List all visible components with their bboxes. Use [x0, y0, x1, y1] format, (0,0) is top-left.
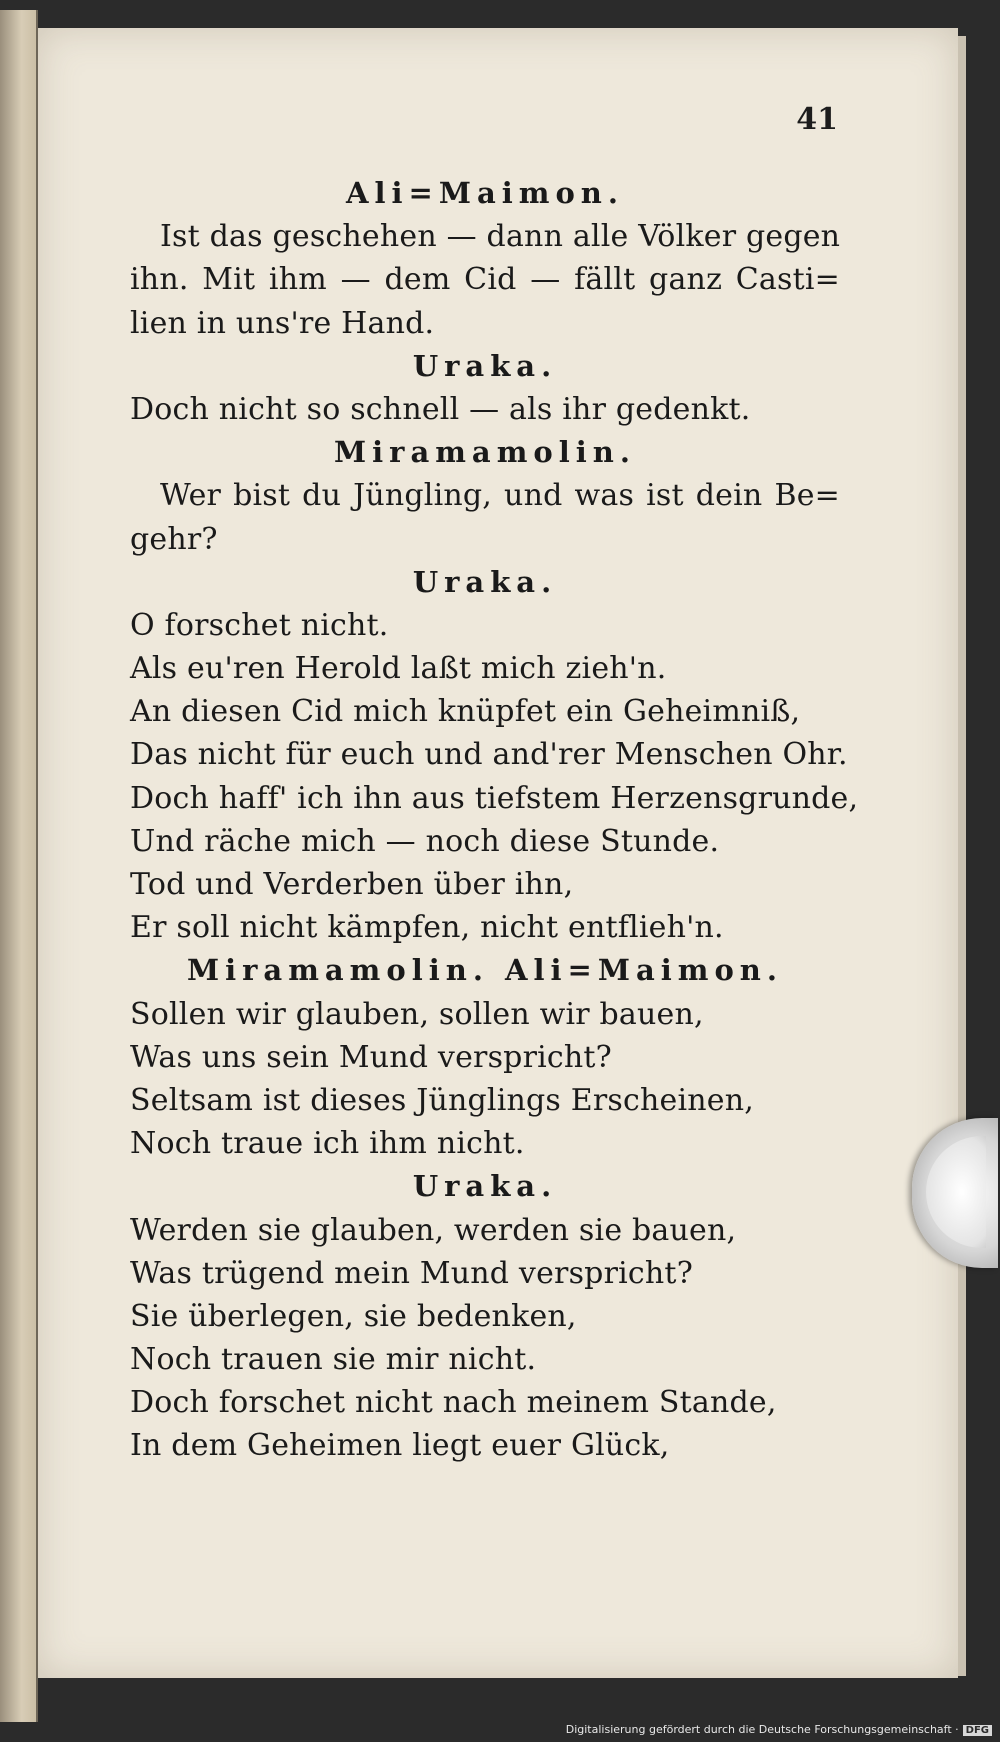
text-line: Seltsam ist dieses Jünglings Erscheinen,	[130, 1082, 754, 1118]
previous-page-edge	[0, 10, 38, 1722]
page-number: 41	[796, 102, 838, 137]
dfg-logo: DFG	[963, 1725, 992, 1736]
text-line: Als eu'ren Herold laßt mich zieh'n.	[130, 651, 667, 687]
text-line: Noch traue ich ihm nicht.	[130, 1126, 525, 1162]
speaker-heading: Ali=Maimon.	[346, 176, 624, 210]
text-line: Was uns sein Mund verspricht?	[130, 1039, 612, 1075]
text-line: Werden sie glauben, werden sie bauen,	[130, 1212, 737, 1248]
text-line: Doch nicht so schnell — als ihr gedenkt.	[130, 391, 751, 427]
text-line: O forschet nicht.	[130, 607, 389, 643]
digitization-credit	[566, 1723, 992, 1736]
credit-text: Digitalisierung gefördert durch die Deutsche Forschungsgemeinschaft ·	[565, 1723, 959, 1736]
page-text	[130, 172, 859, 1468]
speaker-heading: Miramamolin.	[334, 435, 636, 470]
text-line: Ist das geschehen — dann alle Völker gegen	[160, 219, 841, 255]
text-line: Sollen wir glauben, sollen wir bauen,	[130, 996, 704, 1032]
text-line: gehr?	[130, 521, 218, 557]
speaker-heading: Miramamolin. Ali=Maimon.	[187, 953, 783, 988]
text-line: Was trügend mein Mund verspricht?	[130, 1255, 693, 1291]
text-line: Doch haff' ich ihn aus tiefstem Herzensgrunde,	[130, 780, 859, 816]
text-line: Und räche mich — noch diese Stunde.	[130, 823, 720, 859]
page-stack-edge	[958, 36, 966, 1676]
page-clip-inner	[926, 1136, 986, 1248]
text-line: An diesen Cid mich knüpfet ein Geheimniß,	[130, 694, 801, 730]
text-line: Das nicht für euch und and'rer Menschen Ohr.	[130, 737, 848, 773]
text-line: In dem Geheimen liegt euer Glück,	[130, 1428, 670, 1464]
speaker-heading: Uraka.	[412, 1169, 558, 1204]
text-line: ihn. Mit ihm — dem Cid — fällt ganz Casti=	[130, 262, 840, 298]
text-line: Wer bist du Jüngling, und was ist dein Be=	[160, 478, 840, 514]
text-line: Er soll nicht kämpfen, nicht entflieh'n.	[130, 910, 724, 946]
text-line: Tod und Verderben über ihn,	[130, 867, 574, 902]
text-line: lien in uns're Hand.	[130, 305, 435, 341]
text-line: Sie überlegen, sie bedenken,	[130, 1298, 577, 1334]
text-line: Doch forschet nicht nach meinem Stande,	[130, 1385, 777, 1421]
text-line: Noch trauen sie mir nicht.	[130, 1342, 537, 1378]
speaker-heading: Uraka.	[412, 348, 558, 383]
speaker-heading: Uraka.	[412, 564, 558, 599]
